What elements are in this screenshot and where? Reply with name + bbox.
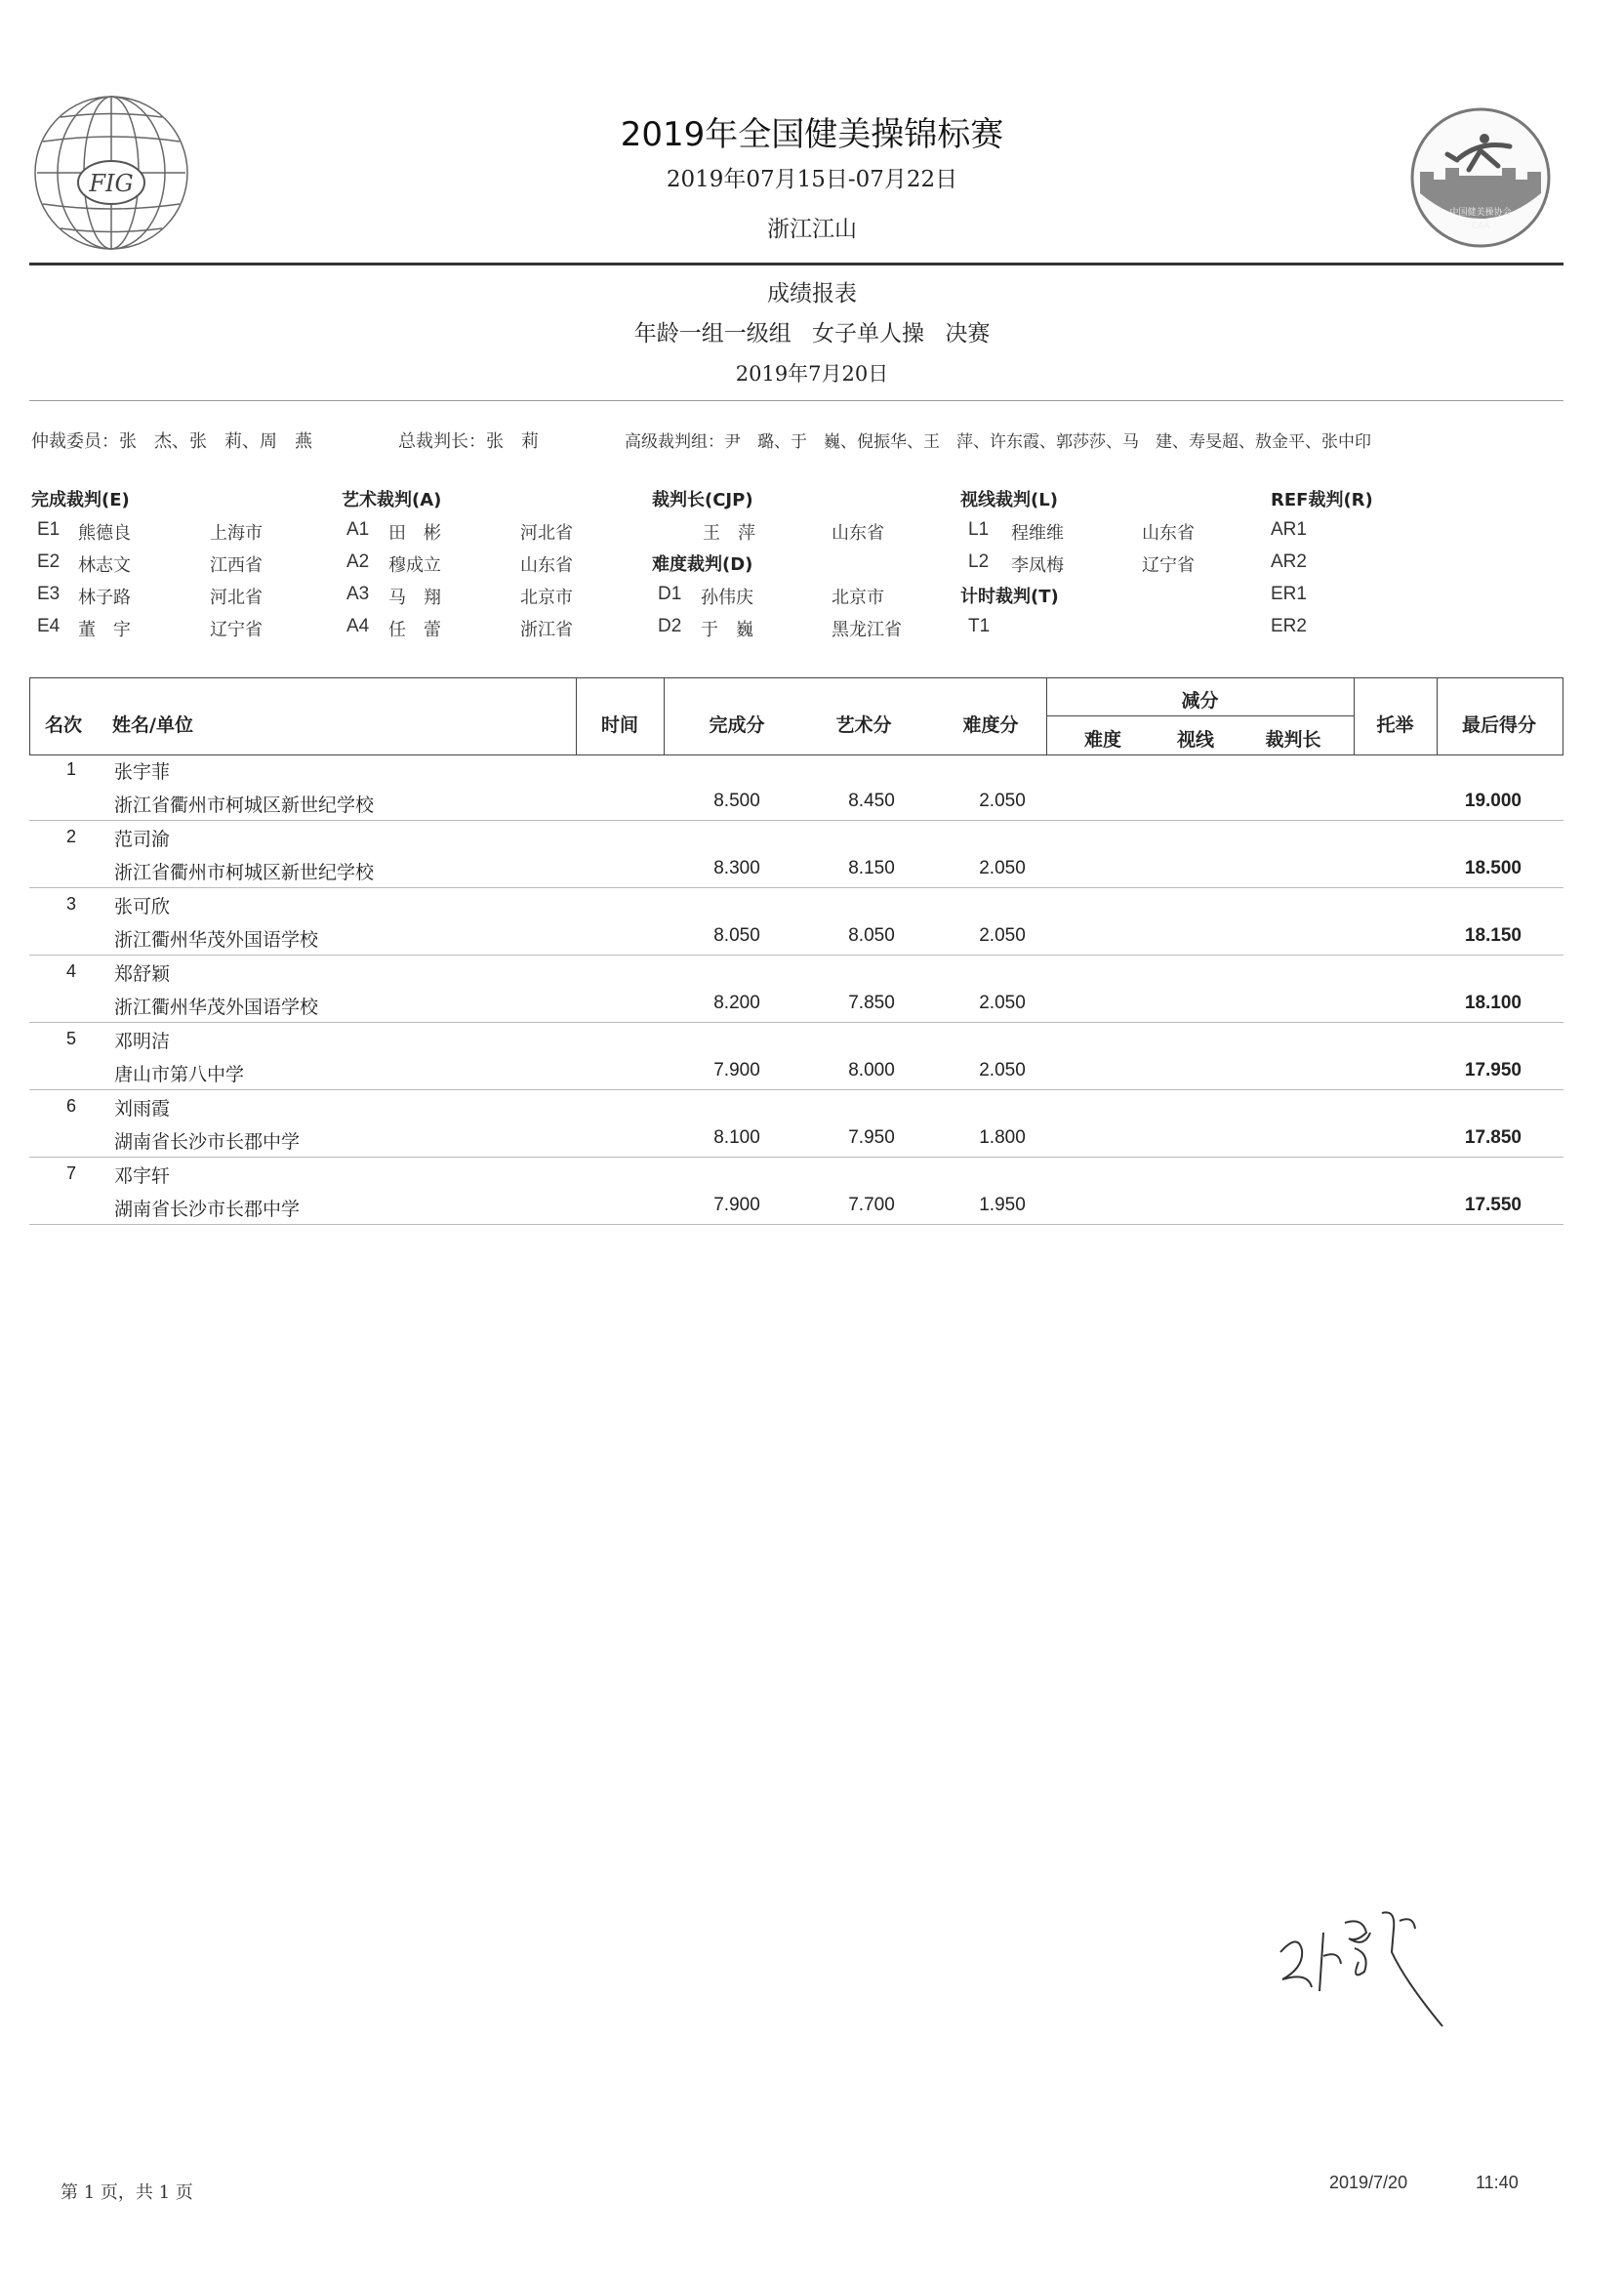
- header-ded-line: 视线: [1176, 729, 1214, 751]
- artistic-score: 8.150: [848, 858, 895, 878]
- header-divider-line: [1046, 715, 1354, 716]
- print-time: 11:40: [1476, 2173, 1519, 2192]
- row-divider: [29, 1089, 1563, 1090]
- print-date: 2019/7/20: [1329, 2173, 1408, 2192]
- header-divider-line: [664, 677, 665, 754]
- senior-judges: [625, 428, 1371, 452]
- header-name-unit: 姓名/单位: [112, 714, 193, 736]
- athlete-name: 张可欣: [114, 896, 171, 917]
- athlete-unit: 浙江省衢州市柯城区新世纪学校: [114, 795, 375, 816]
- row-divider: [29, 820, 1563, 821]
- ref-judge-code: ER2: [1271, 616, 1307, 636]
- final-score: 19.000: [1464, 791, 1522, 811]
- difficulty-score: 2.050: [979, 791, 1026, 811]
- ref-judge-code: ER1: [1271, 584, 1307, 604]
- svg-text:CAA: CAA: [1471, 222, 1490, 231]
- athlete-unit: 唐山市第八中学: [114, 1064, 245, 1085]
- row-divider: [29, 1022, 1563, 1023]
- execution-score: 7.900: [713, 1060, 760, 1080]
- header-time: 时间: [600, 714, 638, 736]
- difficulty-score: 1.800: [979, 1127, 1026, 1148]
- athlete-unit: 浙江省衢州市柯城区新世纪学校: [114, 862, 375, 883]
- header-final: 最后得分: [1461, 714, 1536, 736]
- execution-score: 8.500: [713, 791, 760, 811]
- execution-score: 8.200: [713, 993, 760, 1013]
- judge-region: 辽宁省: [1142, 555, 1195, 576]
- athlete-name: 范司渝: [114, 829, 171, 850]
- difficulty-score: 2.050: [979, 993, 1026, 1013]
- cjp-name: 王 萍: [703, 523, 755, 544]
- artistic-judges-title: 艺术裁判(A): [342, 490, 442, 510]
- judge-row: E2: [37, 551, 61, 572]
- ref-judge-code: AR1: [1271, 519, 1307, 540]
- judge-name: 李凤梅: [1011, 555, 1064, 576]
- row-rank: 3: [65, 894, 76, 914]
- jury-label: 仲裁委员：: [31, 431, 119, 452]
- judge-region: 河北省: [210, 588, 263, 608]
- header-artistic: 艺术分: [835, 714, 892, 736]
- difficulty-score: 2.050: [979, 858, 1026, 878]
- judge-name: 于 巍: [701, 620, 753, 640]
- jury-committee: [31, 428, 312, 453]
- judge-name: 田 彬: [388, 523, 441, 544]
- report-subtitle: [0, 315, 1624, 347]
- judge-code: A2: [346, 551, 370, 572]
- row-divider: [29, 955, 1563, 956]
- athlete-name: 邓明洁: [114, 1031, 171, 1052]
- artistic-score: 8.450: [848, 791, 895, 811]
- chief-label: 总裁判长：: [398, 431, 486, 452]
- svg-text:中国健美操协会: 中国健美操协会: [1449, 208, 1512, 218]
- final-score: 17.550: [1464, 1195, 1522, 1215]
- judge-name: 任 蕾: [388, 620, 441, 640]
- competition-title: 2019年全国健美操锦标赛: [620, 115, 1004, 154]
- judge-region: 北京市: [832, 588, 884, 608]
- report-event: 女子单人操: [812, 321, 924, 346]
- senior-members: 尹 璐、于 巍、倪振华、王 萍、许东霞、郭莎莎、马 建、寿旻超、敖金平、张中印: [724, 432, 1371, 452]
- judge-code: A4: [346, 616, 370, 636]
- report-title: 成绩报表: [767, 281, 857, 306]
- report-divider: [29, 400, 1563, 401]
- judge-region: 上海市: [210, 523, 263, 544]
- header-difficulty: 难度分: [962, 714, 1019, 736]
- competition-venue: 浙江江山: [767, 217, 857, 242]
- header-deduction: 减分: [1181, 690, 1219, 712]
- judge-region: 江西省: [210, 555, 263, 576]
- svg-text:FIG: FIG: [89, 170, 134, 197]
- artistic-score: 7.850: [848, 993, 895, 1013]
- judge-region: 北京市: [520, 588, 573, 608]
- row-rank: 1: [65, 759, 76, 779]
- report-category: 年龄一组一级组: [633, 321, 792, 346]
- jury-members: 张 杰、张 莉、周 燕: [119, 431, 312, 452]
- judge-region: 山东省: [1142, 523, 1195, 544]
- difficulty-judges-title: 难度裁判(D): [652, 554, 753, 575]
- header-rank: 名次: [45, 714, 83, 736]
- judge-name: 程维维: [1011, 523, 1064, 544]
- judge-name: 马 翔: [388, 588, 441, 608]
- execution-score: 8.100: [713, 1127, 760, 1148]
- judge-name: 林志文: [78, 555, 131, 576]
- judge-row: E4: [37, 616, 61, 636]
- row-divider: [29, 1157, 1563, 1158]
- final-score: 17.950: [1464, 1060, 1522, 1080]
- judge-row: E1: [37, 519, 61, 540]
- judge-name: 董 宇: [78, 620, 131, 640]
- athlete-unit: 浙江衢州华茂外国语学校: [114, 929, 319, 951]
- judge-code: L1: [968, 519, 990, 540]
- time-judge-code: T1: [968, 616, 991, 636]
- row-divider: [29, 1224, 1563, 1225]
- row-rank: 7: [65, 1163, 76, 1183]
- artistic-score: 8.050: [848, 925, 895, 946]
- judge-name: 熊德良: [78, 523, 131, 544]
- judge-region: 河北省: [520, 523, 573, 544]
- judge-name: 林子路: [78, 588, 131, 608]
- row-rank: 5: [65, 1029, 76, 1048]
- athlete-name: 刘雨霞: [114, 1098, 171, 1120]
- line-judges-title: 视线裁判(L): [960, 490, 1058, 510]
- athlete-name: 张宇菲: [114, 761, 171, 783]
- judge-code: D1: [658, 584, 682, 604]
- difficulty-score: 2.050: [979, 1060, 1026, 1080]
- athlete-unit: 湖南省长沙市长郡中学: [114, 1199, 301, 1220]
- judge-name: 穆成立: [388, 555, 441, 576]
- final-score: 18.500: [1464, 858, 1522, 878]
- cjp-title: 裁判长(CJP): [652, 490, 753, 510]
- judge-region: 辽宁省: [210, 620, 263, 640]
- ref-judges-title: REF裁判(R): [1271, 490, 1373, 510]
- execution-score: 7.900: [713, 1195, 760, 1215]
- judge-code: A1: [346, 519, 370, 540]
- final-score: 18.150: [1464, 925, 1522, 946]
- senior-label: 高级裁判组：: [625, 432, 724, 452]
- execution-judges-title: 完成裁判(E): [31, 490, 130, 510]
- athlete-name: 郑舒颖: [114, 963, 171, 985]
- judge-region: 浙江省: [520, 620, 573, 640]
- header-lift: 托举: [1376, 714, 1414, 736]
- row-rank: 4: [65, 961, 76, 981]
- signature: [1269, 1894, 1444, 2030]
- artistic-score: 7.700: [848, 1195, 895, 1215]
- cjp-region: 山东省: [832, 523, 884, 544]
- report-date: 2019年7月20日: [735, 362, 889, 386]
- header-ded-cjp: 裁判长: [1265, 729, 1321, 751]
- header-divider: [29, 263, 1563, 265]
- athlete-unit: 湖南省长沙市长郡中学: [114, 1131, 301, 1153]
- chief-name: 张 莉: [486, 431, 539, 452]
- artistic-score: 7.950: [848, 1127, 895, 1148]
- final-score: 17.850: [1464, 1127, 1522, 1148]
- chief-referee: [398, 428, 539, 453]
- final-score: 18.100: [1464, 993, 1522, 1013]
- difficulty-score: 2.050: [979, 925, 1026, 946]
- header-ded-difficulty: 难度: [1083, 729, 1121, 751]
- judge-region: 黑龙江省: [832, 620, 902, 640]
- judge-name: 孙伟庆: [701, 588, 753, 608]
- judge-row: E3: [37, 584, 61, 604]
- athlete-unit: 浙江衢州华茂外国语学校: [114, 997, 319, 1018]
- ref-judge-code: AR2: [1271, 551, 1307, 572]
- judge-code: A3: [346, 584, 370, 604]
- athlete-name: 邓宇轩: [114, 1165, 171, 1187]
- report-round: 决赛: [945, 321, 991, 346]
- judge-region: 山东省: [520, 555, 573, 576]
- competition-dates: 2019年07月15日-07月22日: [666, 167, 958, 192]
- row-divider: [29, 887, 1563, 888]
- row-rank: 2: [65, 827, 76, 846]
- judge-code: D2: [658, 616, 682, 636]
- time-judges-title: 计时裁判(T): [960, 587, 1059, 607]
- difficulty-score: 1.950: [979, 1195, 1026, 1215]
- page-indicator: 第 1 页，共 1 页: [61, 2182, 193, 2203]
- execution-score: 8.300: [713, 858, 760, 878]
- artistic-score: 8.000: [848, 1060, 895, 1080]
- execution-score: 8.050: [713, 925, 760, 946]
- judge-code: L2: [968, 551, 990, 572]
- header-execution: 完成分: [709, 714, 765, 736]
- row-rank: 6: [65, 1096, 76, 1116]
